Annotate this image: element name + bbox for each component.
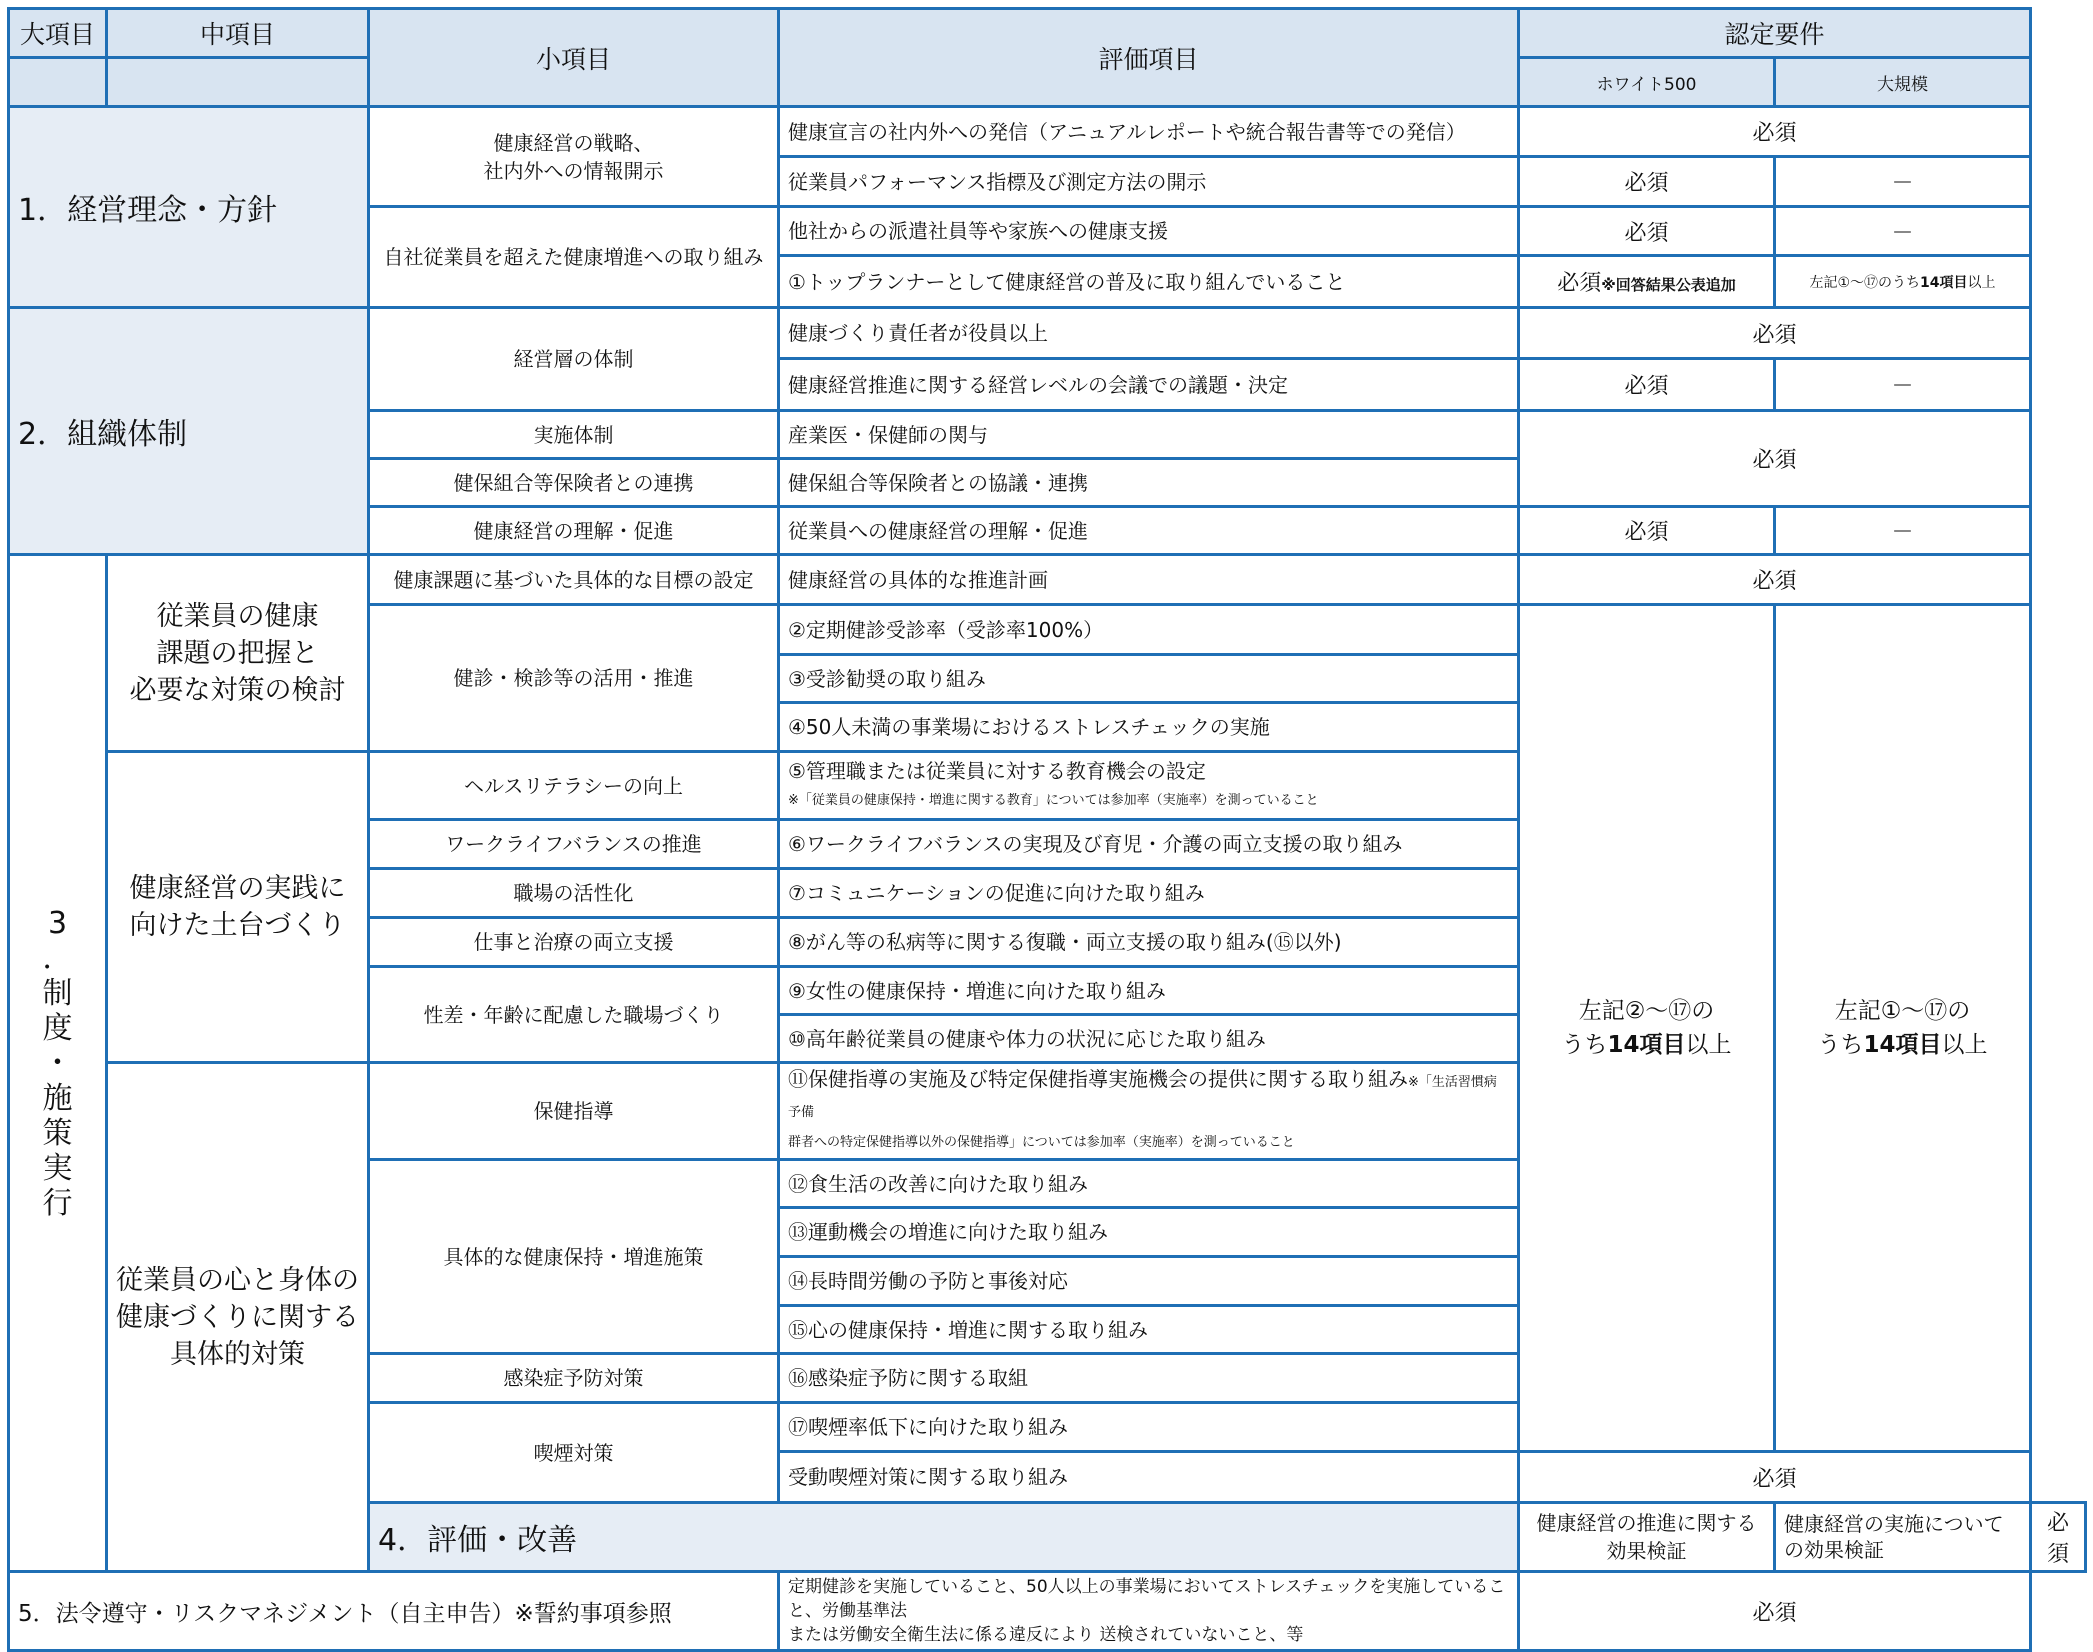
section3-sub-targets: 健康課題に基づいた具体的な目標の設定 (369, 555, 779, 605)
requirement-white500: 必須 (1519, 207, 1775, 256)
requirement-daikibo: － (1775, 207, 2031, 256)
condition-line1: 左記①～⑰の (1834, 998, 1971, 1024)
eval-item: 健康経営の具体的な推進計画 (779, 555, 1519, 605)
header-spacer (9, 58, 107, 107)
requirement-white500-condition (1519, 605, 1775, 1452)
eval-item: 健康づくり責任者が役員以上 (779, 308, 1519, 359)
eval-item: ③受診勧奨の取り組み (779, 655, 1519, 703)
title-char: 度 (42, 1010, 73, 1046)
section2-sub-implementation: 実施体制 (369, 411, 779, 459)
title-char: 実 (42, 1150, 73, 1186)
section4-title: 4．評価・改善 (369, 1503, 1519, 1572)
title-char: ． (42, 940, 73, 976)
section4-sub-verification: 健康経営の推進に関する効果検証 (1519, 1503, 1775, 1572)
eval-item: ⑧がん等の私病等に関する復職・両立支援の取り組み(⑮以外) (779, 918, 1519, 967)
section1-sub-strategy-line2: 社内外への情報開示 (483, 158, 664, 183)
eval-item: 健康経営の実施についての効果検証 (1775, 1503, 2031, 1572)
mid-line: 具体的対策 (170, 1338, 305, 1370)
title-char: 制 (42, 975, 73, 1011)
section1-sub-beyond-employees: 自社従業員を超えた健康増進への取り組み (369, 207, 779, 308)
eval-note: ※「生活習慣病予備 (788, 1075, 1497, 1120)
eval-item-with-note (779, 1063, 1519, 1160)
requirement-both: 必須 (1519, 555, 2031, 605)
mid-line: 従業員の健康 (156, 600, 319, 632)
section5-title: 5．法令遵守・リスクマネジメント（自主申告）※誓約事項参照 (9, 1572, 779, 1651)
section3-sub-gender-age: 性差・年齢に配慮した職場づくり (369, 967, 779, 1063)
mid-line: 健康づくりに関する (116, 1301, 359, 1333)
requirement-both: 必須 (1519, 107, 2031, 157)
eval-item: ⑫食生活の改善に向けた取り組み (779, 1160, 1519, 1208)
eval-item: ④50人未満の事業場におけるストレスチェックの実施 (779, 703, 1519, 752)
requirement-white500: 必須 (1519, 157, 1775, 207)
section3-sub-guidance: 保健指導 (369, 1063, 779, 1160)
eval-item: 他社からの派遣社員等や家族への健康支援 (779, 207, 1519, 256)
section3-sub-wlb: ワークライフバランスの推進 (369, 820, 779, 869)
eval-text: ⑪保健指導の実施及び特定保健指導実施機会の提供に関する取り組み (788, 1067, 1408, 1091)
section3-sub-smoking: 喫煙対策 (369, 1403, 779, 1503)
eval-item (779, 1572, 1519, 1651)
condition-count: 14項目 (1607, 1032, 1686, 1058)
section1-sub-strategy-line1: 健康経営の戦略、 (493, 130, 654, 155)
eval-item: ⑯感染症予防に関する取組 (779, 1354, 1519, 1403)
eval-item: ⑩高年齢従業員の健康や体力の状況に応じた取り組み (779, 1015, 1519, 1063)
requirement-value: 必須 (1557, 271, 1602, 296)
requirement-daikibo-condition (1775, 256, 2031, 308)
mid-line: 向けた土台づくり (129, 910, 346, 941)
eval-item-with-note (779, 752, 1519, 820)
section2-sub-insurer: 健保組合等保険者との連携 (369, 459, 779, 507)
header-nintei: 認定要件 (1519, 9, 2031, 58)
eval-item: 健康宣言の社内外への発信（アニュアルレポートや統合報告書等での発信） (779, 107, 1519, 157)
condition-count: 14項目 (1920, 274, 1968, 291)
eval-item: ⑬運動機会の増進に向けた取り組み (779, 1208, 1519, 1257)
header-daikoumoku: 大項目 (9, 9, 107, 58)
eval-item: ⑰喫煙率低下に向けた取り組み (779, 1403, 1519, 1452)
eval-item: 従業員への健康経営の理解・促進 (779, 507, 1519, 555)
section3-sub-treatment-balance: 仕事と治療の両立支援 (369, 918, 779, 967)
requirement-both: 必須 (2031, 1503, 2086, 1572)
eval-item: ⑭長時間労働の予防と事後対応 (779, 1257, 1519, 1306)
title-char: 策 (42, 1115, 73, 1151)
eval-item: 従業員パフォーマンス指標及び測定方法の開示 (779, 157, 1519, 207)
requirement-daikibo: － (1775, 507, 2031, 555)
header-white500: ホワイト500 (1519, 58, 1775, 107)
mid-line: 課題の把握と (156, 637, 319, 669)
requirement-daikibo: － (1775, 359, 2031, 411)
eval-item: ⑨女性の健康保持・増進に向けた取り組み (779, 967, 1519, 1015)
eval-item: 受動喫煙対策に関する取り組み (779, 1452, 1519, 1503)
section2-sub-management: 経営層の体制 (369, 308, 779, 411)
mid-line: 健康経営の実践に (129, 873, 346, 904)
condition-line1: 左記②～⑰の (1578, 998, 1715, 1024)
section2-title: 2．組織体制 (9, 308, 369, 555)
eval-note: 群者への特定保健指導以外の保健指導」 (788, 1135, 1023, 1150)
requirement-white500: 必須 (1519, 359, 1775, 411)
requirement-both: 必須 (1519, 308, 2031, 359)
section3-mid-foundation (107, 752, 369, 1063)
section2-sub-understanding: 健康経営の理解・促進 (369, 507, 779, 555)
mid-line: 従業員の心と身体の (116, 1264, 359, 1296)
header-spacer-2 (107, 58, 369, 107)
condition-prefix: うち (1817, 1032, 1864, 1058)
eval-line: 定期健診を実施していること、50人以上の事業場においてストレスチェックを実施していること、労働基準法 (788, 1577, 1506, 1621)
requirement-both: 必須 (1519, 411, 2031, 507)
condition-prefix: うち (1561, 1032, 1608, 1058)
section3-mid-mind-body (107, 1063, 369, 1572)
condition-suffix: 以上 (1685, 1032, 1732, 1058)
eval-item: ⑥ワークライフバランスの実現及び育児・介護の両立支援の取り組み (779, 820, 1519, 869)
eval-item: ⑦コミュニケーションの促進に向けた取り組み (779, 869, 1519, 918)
requirement-white500: 必須 (1519, 507, 1775, 555)
eval-note: については参加率（実施率）を測っていること (1022, 1135, 1295, 1150)
section3-sub-literacy: ヘルスリテラシーの向上 (369, 752, 779, 820)
requirement-daikibo-condition (1775, 605, 2031, 1452)
condition-suffix: 以上 (1967, 274, 1996, 291)
section3-sub-measures: 具体的な健康保持・増進施策 (369, 1160, 779, 1354)
eval-item: 産業医・保健師の関与 (779, 411, 1519, 459)
eval-item: ①トップランナーとして健康経営の普及に取り組んでいること (779, 256, 1519, 308)
section1-title: 1．経営理念・方針 (9, 107, 369, 308)
title-char: ・ (42, 1045, 73, 1081)
header-hyoka: 評価項目 (779, 9, 1519, 107)
header-chukoumoku: 中項目 (107, 9, 369, 58)
section3-sub-activation: 職場の活性化 (369, 869, 779, 918)
mid-line: 必要な対策の検討 (129, 674, 346, 706)
requirement-both: 必須 (1519, 1452, 2031, 1503)
requirement-daikibo: － (1775, 157, 2031, 207)
section3-mid-health-issues (107, 555, 369, 752)
section3-sub-infection: 感染症予防対策 (369, 1354, 779, 1403)
title-char: 行 (42, 1185, 73, 1221)
eval-item: ⑮心の健康保持・増進に関する取り組み (779, 1306, 1519, 1354)
requirement-both: 必須 (1519, 1572, 2031, 1651)
condition-count: 14項目 (1863, 1032, 1942, 1058)
eval-item: 健康経営推進に関する経営レベルの会議での議題・決定 (779, 359, 1519, 411)
eval-item: 健保組合等保険者との協議・連携 (779, 459, 1519, 507)
certification-requirements-table (7, 7, 2087, 1652)
title-char: 施 (42, 1080, 73, 1116)
condition-prefix: 左記①～⑰のうち (1809, 274, 1921, 291)
eval-line: または労働安全衛生法に係る違反により 送検されていないこと、等 (788, 1625, 1304, 1645)
requirement-white500-with-note (1519, 256, 1775, 308)
eval-item: ②定期健診受診率（受診率100%） (779, 605, 1519, 655)
section3-title (9, 555, 107, 1572)
eval-text: ⑤管理職または従業員に対する教育機会の設定 (788, 758, 1206, 783)
eval-note: ※「従業員の健康保持・増進に関する教育」については参加率（実施率）を測っていること (788, 792, 1319, 808)
title-char: 3 (47, 905, 68, 941)
header-daikibo: 大規模 (1775, 58, 2031, 107)
section1-sub-strategy (369, 107, 779, 207)
header-shokoumoku: 小項目 (369, 9, 779, 107)
section3-sub-checkups: 健診・検診等の活用・推進 (369, 605, 779, 752)
condition-suffix: 以上 (1941, 1032, 1988, 1058)
requirement-note: ※回答結果公表追加 (1601, 276, 1736, 294)
